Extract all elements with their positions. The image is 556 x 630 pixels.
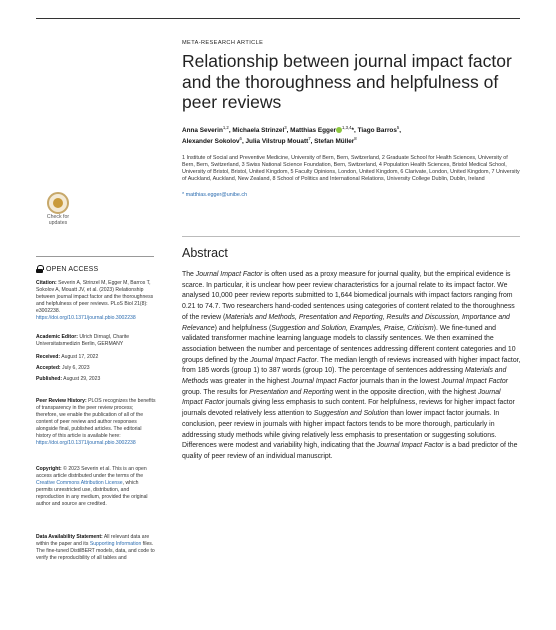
article-title: Relationship between journal impact factor and the thoroughness and helpfulness of peer reviews	[182, 51, 512, 112]
abstract-heading: Abstract	[182, 246, 228, 260]
abstract-rule	[182, 236, 520, 237]
corresponding-email-link[interactable]: * matthias.egger@unibe.ch	[182, 191, 248, 198]
author-list: Anna Severin$^{1,2}$, Michaela Strinzel$^3$, Matthias Egger $^{1,3,4}$*, Tiago Barros$^5$, Alexander Sokolov$^6$, Julia Vilstrup Mouatt$^7$, Stefan Müller$^8$	[182, 124, 402, 146]
badge-line2: updates	[48, 219, 68, 226]
badge-line1: Check for	[46, 214, 70, 220]
article-type: META-RESEARCH ARTICLE	[182, 40, 264, 46]
accepted-date: Accepted: July 6, 2023	[36, 365, 90, 371]
history-doi-link[interactable]: https://doi.org/10.1371/journal.pbio.3002238	[36, 440, 136, 446]
article-header	[182, 40, 520, 198]
peer-review-history-block: Peer Review History: PLOS recognizes the benefits of transparency in the peer review process; therefore, we enable the publication of all of the content of peer review and author responses alongside final, published articles. The editorial history of this article is available here: https://doi.org/10.1371/journal.pbio.3002238	[36, 398, 156, 446]
lock-icon	[36, 265, 43, 273]
check-for-updates-badge[interactable]	[40, 192, 76, 230]
citation-block: Citation: Severin A, Strinzel M, Egger M, Barros T, Sokolov A, Mouatt JV, et al. (2023) Relationship between journal impact factor and the thoroughness and helpfulness of peer reviews. PLoS Biol 21(8): e3002238. https://doi.org/10.1371/journal.pbio.3002238	[36, 280, 154, 321]
open-access-label: OPEN ACCESS	[36, 265, 98, 273]
received-date: Received: August 17, 2022	[36, 354, 99, 360]
supporting-info-link[interactable]: Supporting Information	[89, 541, 142, 547]
license-link[interactable]: Creative Commons Attribution License	[36, 480, 123, 486]
citation-doi-link[interactable]: https://doi.org/10.1371/journal.pbio.3002238	[36, 315, 136, 321]
published-date: Published: August 29, 2023	[36, 376, 101, 382]
data-availability-block: Data Availability Statement: All relevant data are within the paper and its Supporting Information files. The fine-tuned DistilBERT models, data, and code to verify the reproducibility of all tables and	[36, 534, 155, 561]
header-rule	[36, 18, 520, 19]
abstract-text: The Journal Impact Factor is often used as a proxy measure for journal quality, but the empirical evidence is scarce. In particular, it is unclear how peer review characteristics for a journal relate to its impact factor. We analysed 10,000 peer review reports submitted to 1,644 biomedical journals with impact factors ranging from 0.21 to 74.7. Two researchers hand-coded sentences using categories of content related to the thoroughness of the review (Materials and Methods, Presentation and Reporting, Results and Discussion, Importance and Relevance) and helpfulness (Suggestion and Solution, Examples, Praise, Criticism). We fine-tuned and validated transformer machine learning language models to classify sentences. We then examined the association between the number and percentage of sentences addressing different content categories and 10 groups defined by the Journal Impact Factor. The median length of reviews increased with higher impact factor, from 185 words (group 1) to 387 words (group 10). The percentage of sentences addressing Materials and Methods was greater in the highest Journal Impact Factor journals than in the lowest Journal Impact Factor group. The results for Presentation and Reporting went in the opposite direction, with the highest Journal Impact Factor journals giving less emphasis to such content. For helpfulness, reviews for higher impact factor journals devoted relatively less attention to Suggestion and Solution than lower impact factor journals. In conclusion, peer review in journals with higher impact factors tends to be more thorough, particularly in addressing study methods while giving relatively less emphasis to presentation or suggesting solutions. Differences were modest and variability high, indicating that the Journal Impact Factor is a bad predictor of the quality of peer review of an individual manuscript.	[182, 271, 521, 460]
copyright-block: Copyright: © 2023 Severin et al. This is an open access article distributed under the terms of the Creative Commons Attribution License, which permits unrestricted use, distribution, and reproduction in any medium, provided the original author and source are credited.	[36, 466, 148, 507]
affiliations: 1 Institute of Social and Preventive Medicine, University of Bern, Bern, Switzerland, 2 Graduate School for Health Sciences, University of Bern, Bern, Switzerland, 3 Swiss National Science Foundation, Bern, Switzerland, 4 Population Health Sciences, Bristol Medical School, University of Bristol, Bristol, United Kingdom, 5 Faculty Opinions, London, United Kingdom, 6 Clarivate, London, United Kingdom, 7 University of Auckland, Auckland, New Zealand, 8 School of Politics and International Relations, University College Dublin, Dublin, Ireland	[182, 154, 520, 183]
editor-block: Academic Editor: Ulrich Dirnagl, Charite Universitatsmedizin Berlin, GERMANY	[36, 334, 130, 347]
sidebar-rule	[36, 256, 154, 257]
updates-icon	[47, 192, 69, 214]
